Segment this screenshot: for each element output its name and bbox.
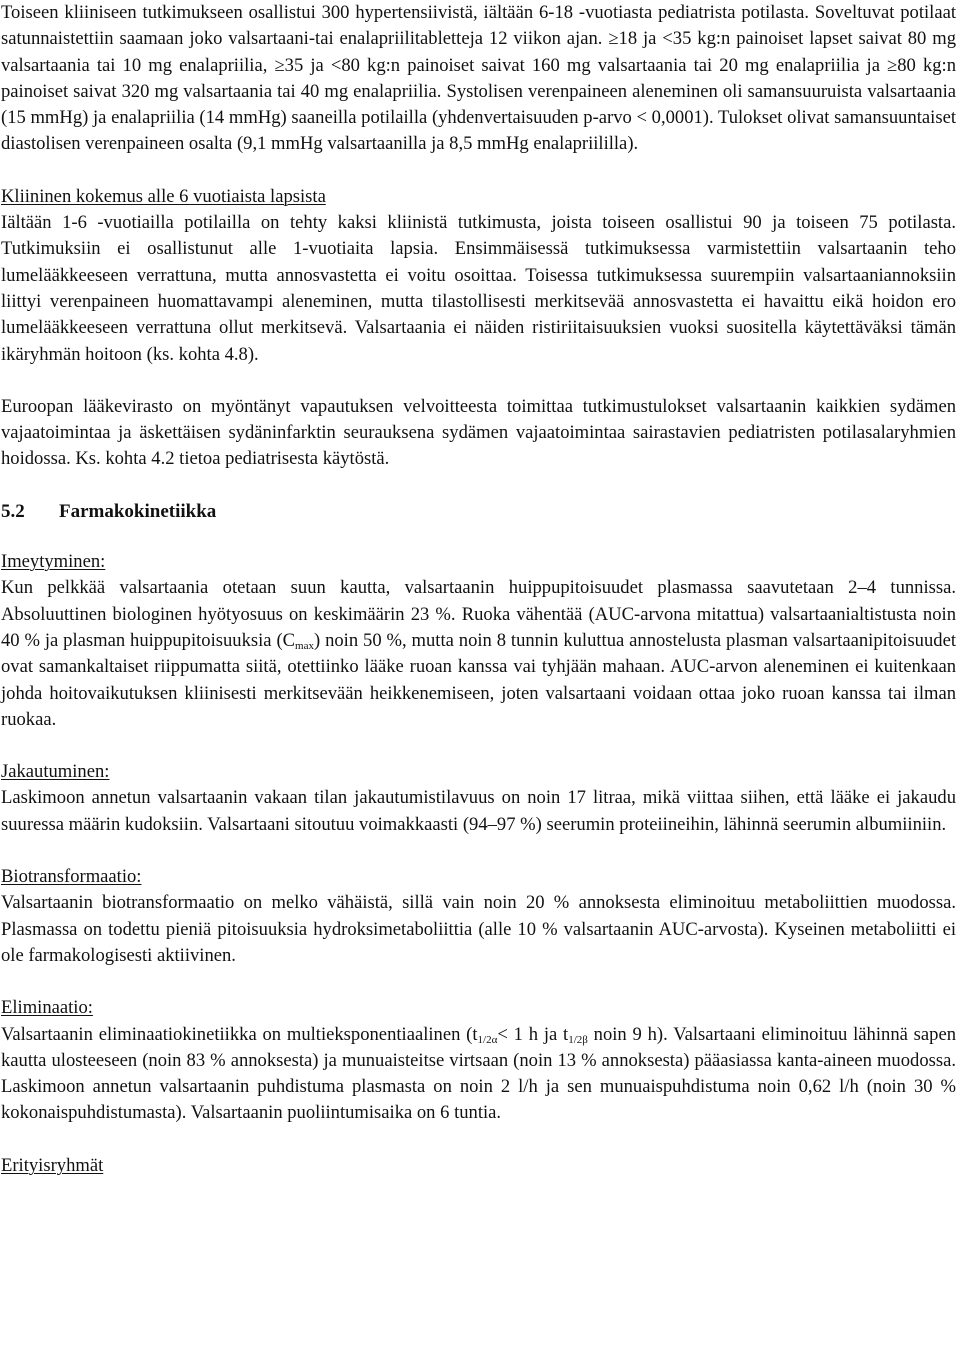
spacer xyxy=(1,368,956,394)
spacer xyxy=(1,969,956,995)
absorption-paragraph xyxy=(1,575,956,733)
elimination-paragraph xyxy=(1,1022,956,1127)
spacer xyxy=(1,525,956,549)
biotransformation-paragraph: Valsartaanin biotransformaatio on melko vähäistä, sillä vain noin 20 % annoksesta eliminoituu metaboliittien muodossa. Plasmassa on todettu pieniä pitoisuuksia hydroksimetaboliittia (alle 10 % valsartaanin AUC-arvosta). Kyseinen metaboliitti ei ole farmakologisesti aktiivinen. xyxy=(1,892,956,966)
intro-sentence-1: Toiseen kliiniseen tutkimukseen osallistui 300 hypertensiivistä, iältään 6-18 -vuotiasta pediatrista potilasta. Soveltuvat potilaat satunnaistettiin saamaan joko valsartaani-tai enalapriilitabletteja 12 viikon ajan. xyxy=(1,2,956,50)
absorption-text-b: ) noin 50 %, mutta noin 8 tunnin kuluttua annostelusta plasman valsartaanipitoisuudet ovat samankaltaiset riippumatta siitä, otettiinko lääke ruoan kanssa vai tyhjään mahaan. AUC-arvon aleneminen ei kuitenkaan johda hoitovaikutuksen kliinisesti merkitsevään heikkenemiseen, joten valsartaani voidaan ottaa joko ruoan kanssa tai ilman ruokaa. xyxy=(1,629,956,730)
special-groups-heading: Erityisryhmät xyxy=(1,1154,104,1176)
spacer xyxy=(1,1127,956,1153)
section-heading xyxy=(1,499,956,525)
cmax-subscript: max xyxy=(295,639,314,652)
t-half-alpha-subscript: 1/2α xyxy=(477,1033,498,1046)
intro-paragraph xyxy=(1,0,956,158)
elimination-text-b: < 1 h ja t xyxy=(497,1023,569,1045)
intro-results-text: Systolisen verenpaineen aleneminen oli samansuuruista valsartaania (15 mmHg) ja enalapriilia (14 mmHg) saaneilla potilailla (yhdenvertaisuuden p-arvo < 0,0001). Tulokset olivat samansuuntaiset diastolisen verenpaineen osalta (9,1 mmHg valsartaanilla ja 8,5 mmHg enalapriililla). xyxy=(1,80,956,155)
distribution-heading: Jakautuminen: xyxy=(1,761,110,783)
absorption-text-a: Kun pelkkää valsartaania otetaan suun kautta, valsartaanin huippupitoisuudet plasmassa saavutetaan 2–4 tunnissa. Absoluuttinen biologinen hyötyosuus on keskimäärin 23 %. Ruoka vähentää (AUC-arvona mitattua) valsartaanialtistusta noin 40 % ja plasman huippupitoisuuksia (C xyxy=(1,577,956,651)
absorption-heading: Imeytyminen: xyxy=(1,551,106,573)
t-half-beta-subscript: 1/2β xyxy=(568,1033,588,1046)
children-heading: Kliininen kokemus alle 6 vuotiaista lapsista xyxy=(1,185,326,207)
section-title: Farmakokinetiikka xyxy=(59,500,217,522)
spacer xyxy=(1,838,956,864)
elimination-text-c: noin 9 h). Valsartaani eliminoituu lähinnä sapen kautta ulosteeseen (noin 83 % annoksesta) ja munuaisteitse virtsaan (noin 13 % annoksesta) pääasiassa kanta-aineen muodossa. Laskimoon annetun valsartaanin puhdistuma plasmasta on noin 2 l/h ja sen munuaispuhdistuma noin 0,62 l/h (noin 30 % kokonaispuhdistumasta). Valsartaanin puoliintumisaika on 6 tuntia. xyxy=(1,1023,956,1124)
elimination-text-a: Valsartaanin eliminaatiokinetiikka on multieksponentiaalinen (t xyxy=(1,1023,478,1045)
spacer xyxy=(1,733,956,759)
children-paragraph: Iältään 1-6 -vuotiailla potilailla on tehty kaksi kliinistä tutkimusta, joista toiseen osallistui 90 ja toiseen 75 potilasta. Tutkimuksiin ei osallistunut alle 1-vuotiaita lapsia. Ensimmäisessä tutkimuksessa varmistettiin valsartaanin teho lumelääkkeeseen verrattuna, mutta annosvastetta ei voitu osoittaa. Toisessa tutkimuksessa suurempiin valsartaaniannoksiin liittyi verenpaineen huomattavampi aleneminen, mutta tilastollisesti merkitsevää annosvastetta ei havaittu eikä hoidon ero lumelääkkeeseen verrattuna ollut merkitsevä. Valsartaania ei näiden ristiriitaisuuksien vuoksi suositella käytettäväksi tämän ikäryhmän hoitoon (ks. kohta 4.8). xyxy=(1,212,956,365)
intro-dosing-text: ≥18 ja <35 kg:n painoiset lapset saivat 80 mg valsartaania tai 10 mg enalapriilia, ≥35 ja <80 kg:n painoiset saivat 160 mg valsartaania tai 20 mg enalapriilia ja ≥80 kg:n painoiset saivat 320 mg valsartaania tai 40 mg enalapriilia. xyxy=(1,28,956,102)
elimination-heading: Eliminaatio: xyxy=(1,997,93,1019)
distribution-paragraph: Laskimoon annetun valsartaanin vakaan tilan jakautumistilavuus on noin 17 litraa, mikä viittaa siihen, että lääke ei jakaudu suuressa määrin kudoksiin. Valsartaani sitoutuu voimakkaasti (94–97 %) seerumin proteiineihin, lähinnä seerumin albumiiniin. xyxy=(1,787,956,835)
spacer xyxy=(1,158,956,184)
spacer xyxy=(1,473,956,499)
section-number: 5.2 xyxy=(1,500,25,522)
biotransformation-heading: Biotransformaatio: xyxy=(1,866,142,888)
ema-paragraph: Euroopan lääkevirasto on myöntänyt vapautuksen velvoitteesta toimittaa tutkimustulokset valsartaanin kaikkien sydämen vajaatoimintaa ja äskettäisen sydäninfarktin seurauksena sydämen vajaatoimintaa sairastavien pediatristen potilasalaryhmien hoidossa. Ks. kohta 4.2 tietoa pediatrisesta käytöstä. xyxy=(1,395,956,470)
